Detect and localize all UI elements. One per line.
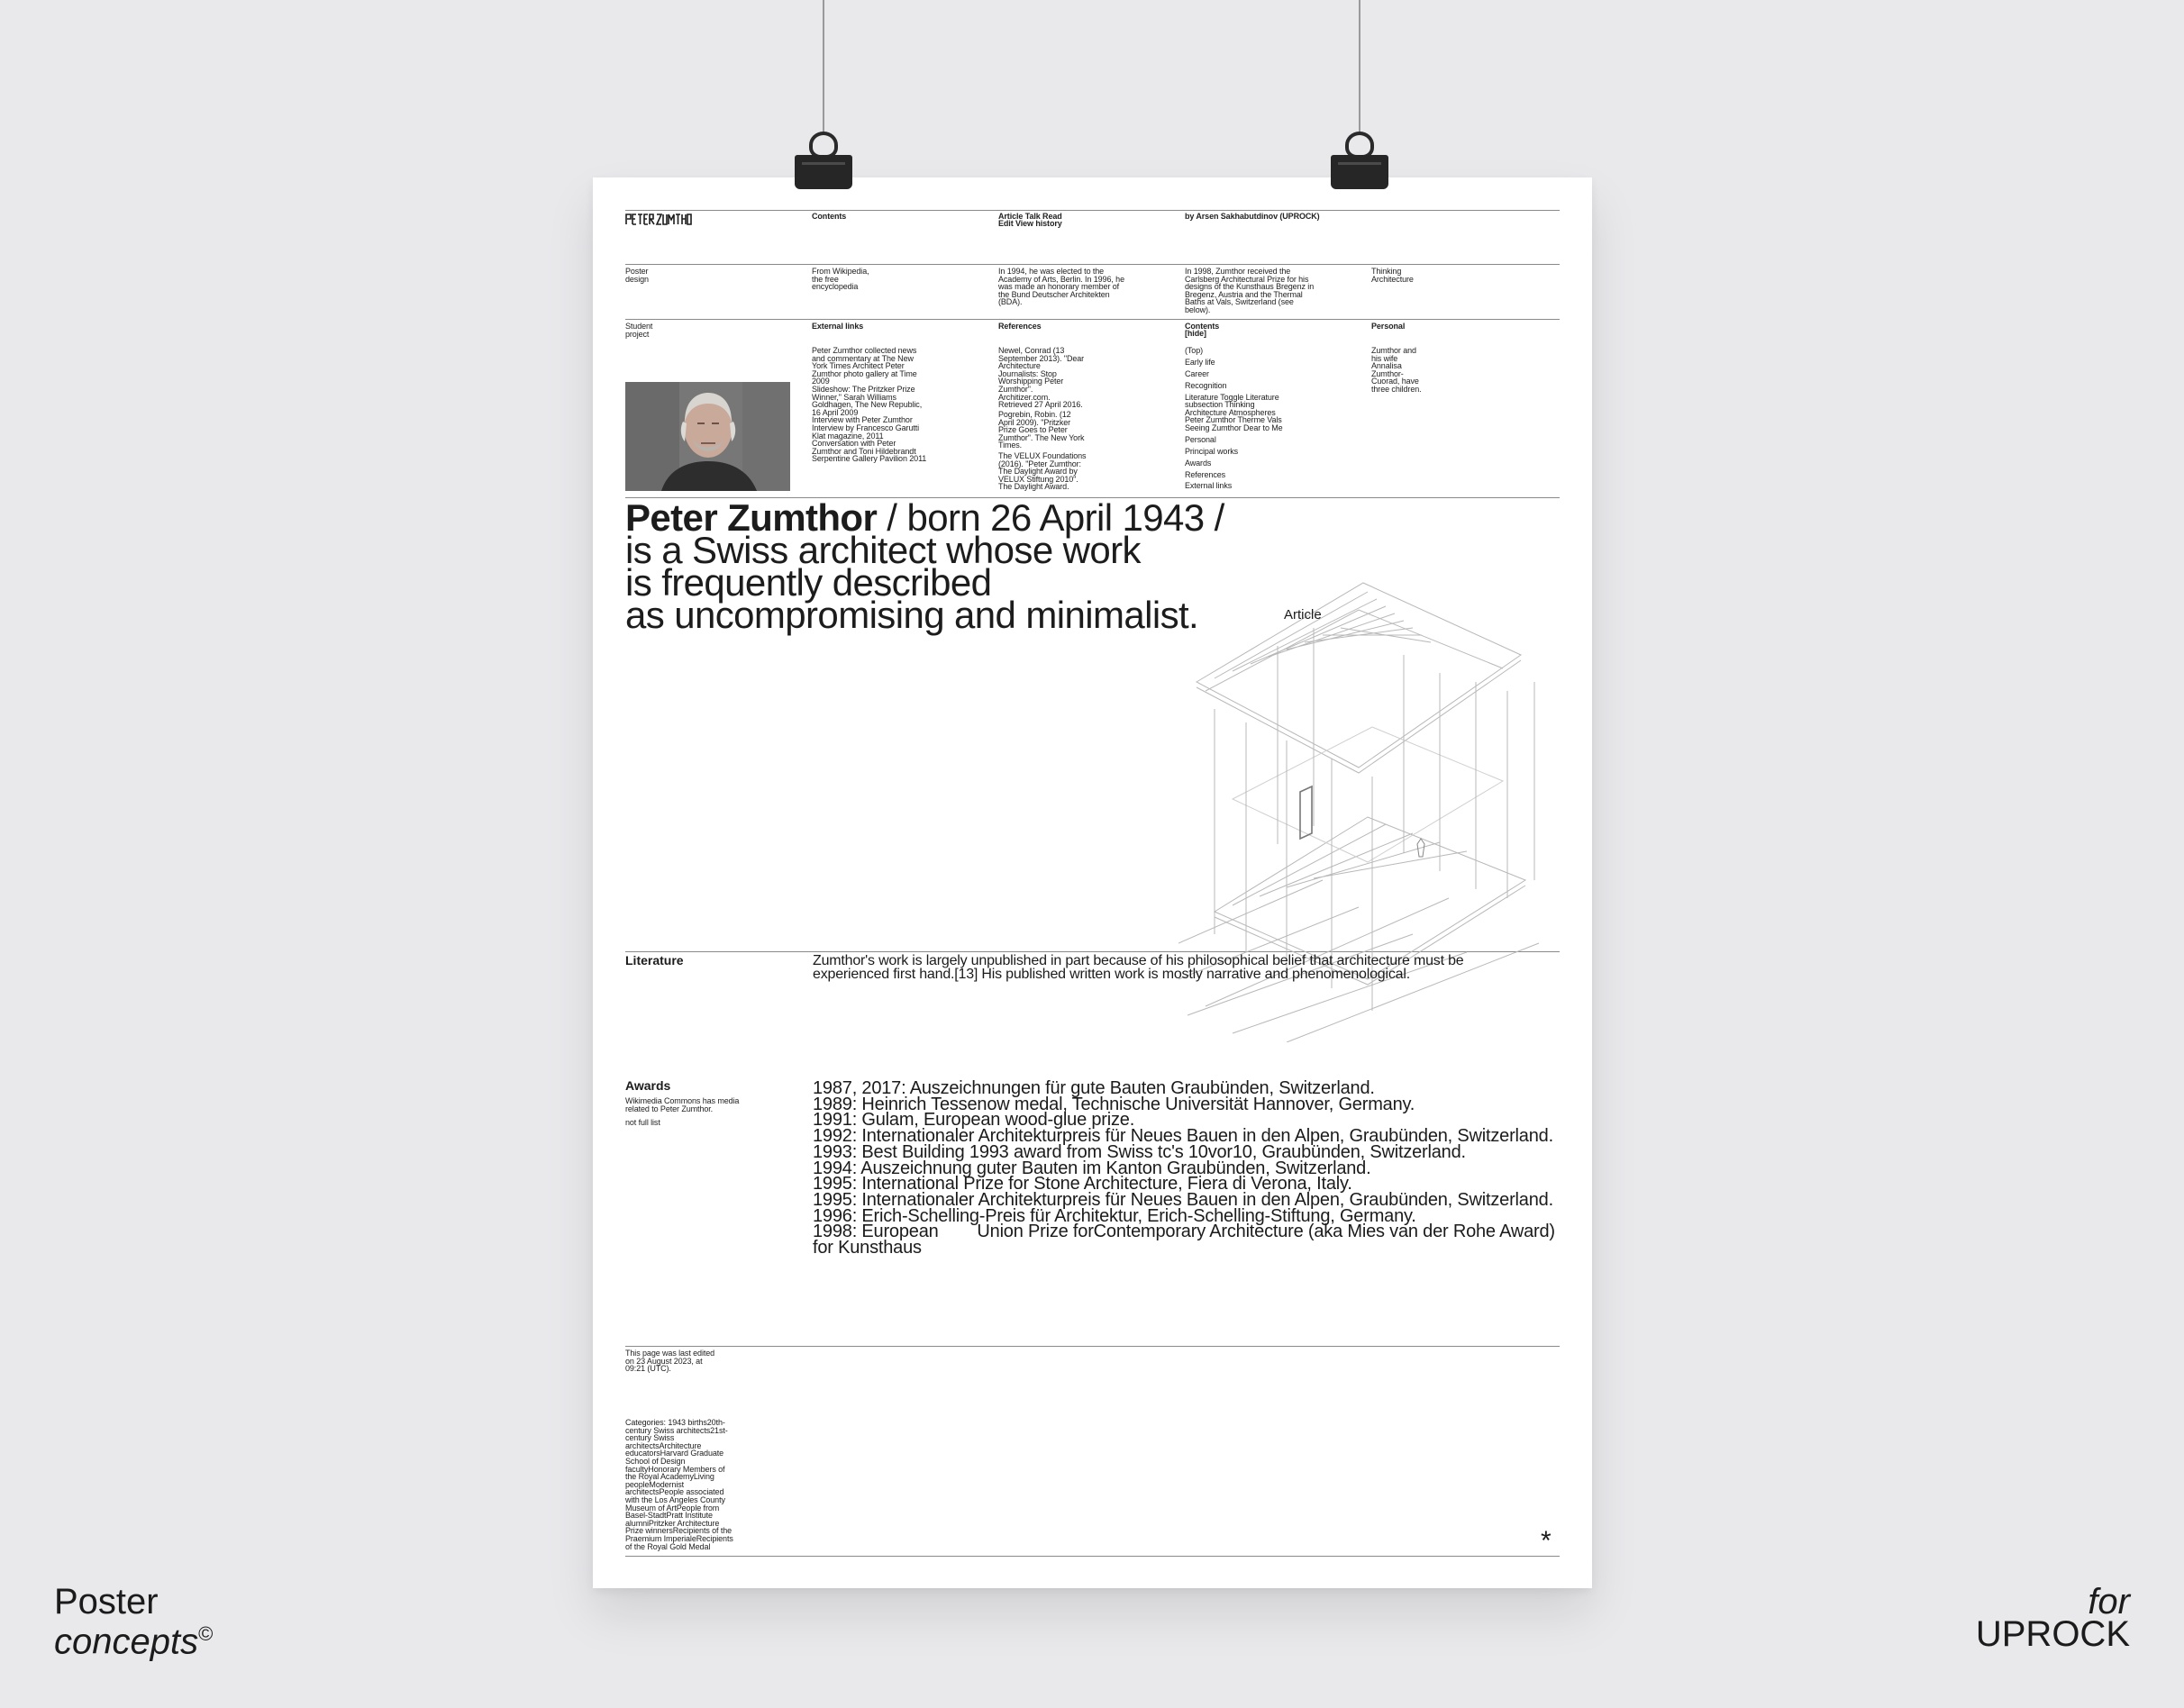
hero-line-3: is frequently described [625, 561, 992, 604]
binder-clip-left [795, 132, 852, 189]
caption-left-line2-wrap [54, 1618, 214, 1662]
toc-item[interactable]: Personal [1185, 434, 1216, 444]
caption-left [54, 1582, 214, 1662]
toc-item[interactable]: (Top) [1185, 346, 1204, 355]
awards-item: 1995: International Prize for Stone Architecture, Fiera di Verona, Italy. [813, 1174, 1352, 1195]
toc-item[interactable]: Principal works [1185, 446, 1239, 456]
references-title: References [998, 322, 1042, 331]
contents-hide[interactable]: [hide] [1185, 329, 1206, 338]
hero-line-2: is a Swiss architect whose work [625, 529, 1141, 571]
poster [593, 177, 1592, 1588]
awards-item: 1989: Heinrich Tessenow medal, Technische Universität Hannover, Germany. [813, 1094, 1415, 1114]
toc-item[interactable]: Awards [1185, 458, 1212, 468]
awards-item: 1987, 2017: Auszeichnungen für gute Bauten Graubünden, Switzerland. [813, 1078, 1375, 1098]
personal-text: Zumthor and his wife Annalisa Zumthor- Cuorad, have three children. [1371, 346, 1422, 394]
logo-mark-icon [625, 213, 692, 225]
toc-item[interactable]: Literature Toggle Literature subsection Thinking Architecture Atmospheres Peter Zumthor Therme Vals Seeing Zumthor Dear to Me [1185, 392, 1283, 432]
contents-title: Contents [1185, 322, 1220, 331]
logo [625, 213, 692, 225]
awards-item: 1992: Internationaler Architekturpreis für Neues Bauen in den Alpen, Graubünden, Switzerland. [813, 1126, 1553, 1147]
header-article-line1: Article Talk Read [998, 212, 1062, 221]
caption-right [1975, 1582, 2130, 1654]
awards-label: Awards [625, 1078, 671, 1093]
copyright-mark: © [198, 1622, 214, 1645]
awards-item: 1998: European Union Prize forContemporary Architecture (aka Mies van der Rohe Award) for Kunsthaus [813, 1222, 1565, 1258]
awards-item: 1995: Internationaler Architekturpreis für Neues Bauen in den Alpen, Graubünden, Switzerland. [813, 1189, 1553, 1210]
row2-academy-text: In 1994, he was elected to the Academy of Arts, Berlin. In 1996, he was made an honorary member of the Bund Deutscher Architekten (BDA). [998, 267, 1124, 307]
awards-list [813, 1078, 1565, 1258]
rule-row2 [625, 264, 1560, 265]
awards-item: 1996: Erich-Schelling-Preis für Architektur, Erich-Schelling-Stiftung, Germany. [813, 1205, 1416, 1226]
header-article-line2: Edit View history [998, 219, 1062, 228]
hero-statement [625, 496, 1310, 636]
hero-article-tag[interactable]: Article [1284, 607, 1322, 622]
external-links-title: External links [812, 322, 864, 331]
row3-student-project: Student project [625, 322, 653, 339]
hanging-wire-right [1359, 0, 1360, 135]
row2-carlsberg-text: In 1998, Zumthor received the Carlsberg Architectural Prize for his designs of the Kunsthaus Bregenz in Bregenz, Austria and the Thermal Baths at Vals, Switzerland (see below). [1185, 267, 1315, 314]
toc-item[interactable]: Recognition [1185, 380, 1227, 390]
references-item-1: Newel, Conrad (13 September 2013). "Dear Architecture Journalists: Stop Worshipping Peter Zumthor". Architizer.com. Retrieved 27 April 2016. [998, 346, 1085, 410]
rule-bottom [625, 1556, 1560, 1557]
awards-item: 1993: Best Building 1993 award from Swiss tc's 10vor10, Graubünden, Switzerland. [813, 1141, 1466, 1162]
references-item-3: The VELUX Foundations (2016). "Peter Zumthor: The Daylight Award by VELUX Stiftung 2010". The Daylight Award. [998, 451, 1087, 492]
toc-item[interactable]: Career [1185, 368, 1209, 378]
caption-left-line2: concepts [54, 1622, 199, 1662]
header-contents: Contents [812, 212, 847, 221]
toc-item[interactable]: Early life [1185, 357, 1215, 367]
toc-item[interactable]: External links [1185, 481, 1233, 491]
asterisk-mark: * [1541, 1526, 1552, 1556]
personal-title: Personal [1371, 322, 1406, 331]
portrait-illustration-icon [625, 382, 790, 491]
last-edited-note: This page was last edited on 23 August 2023, at 09:21 (UTC). [625, 1349, 715, 1374]
references-item-2: Pogrebin, Robin. (12 April 2009). "Pritzker Prize Goes to Peter Zumthor". The New York Times. [998, 410, 1085, 450]
rule-footer [625, 1346, 1560, 1347]
hero-line-4: as uncompromising and minimalist. [625, 594, 1199, 636]
rule-top [625, 210, 1560, 211]
rule-row3 [625, 319, 1560, 320]
binder-clip-right [1331, 132, 1388, 189]
caption-right-line1: for [2088, 1582, 2130, 1622]
literature-label: Literature [625, 953, 684, 968]
hero-line1-rest: / born 26 April 1943 / [877, 496, 1224, 539]
hero-name: Peter Zumthor [625, 496, 878, 539]
row2-poster-design: Poster design [625, 267, 649, 284]
toc-list [1185, 347, 1365, 494]
awards-not-full-list: not full list [625, 1118, 660, 1127]
awards-item: 1991: Gulam, European wood-glue prize. [813, 1110, 1135, 1131]
header-author: by Arsen Sakhabutdinov (UPROCK) [1185, 212, 1320, 221]
caption-left-line1: Poster [54, 1582, 159, 1622]
hanging-wire-left [823, 0, 824, 135]
external-links-text: Peter Zumthor collected news and commentary at The New York Times Architect Peter Zumthor photo gallery at Time 2009 Slideshow: The Pritzker Prize Winner," Sarah Williams Goldhagen, The New Republic, 16 April 2009 Interview with Peter Zumthor Interview by Francesco Garutti Klat magazine, 2011 Conversation with Peter Zumthor and Toni Hildebrandt Serpentine Gallery Pavilion 2011 [812, 346, 927, 464]
awards-commons-note[interactable]: Wikimedia Commons has media related to Peter Zumthor. [625, 1096, 740, 1113]
awards-item: 1994: Auszeichnung guter Bauten im Kanton Graubünden, Switzerland. [813, 1158, 1371, 1178]
categories-list: Categories: 1943 births20th- century Swiss architects21st- century Swiss architectsArchitecture educatorsHarvard Graduate School of Design facultyHonorary Members of the Royal AcademyLiving peopleModernist architectsPeople associated with the Los Angeles County Museum of ArtPeople from Basel-StadtPratt Institute alumniPritzker Architecture Prize winnersRecipients of the Praemium ImperialeRecipients of the Royal Gold Medal [625, 1418, 733, 1551]
literature-text: Zumthor's work is largely unpublished in part because of his philosophical belief that architecture must be experienced first hand.[13] His published written work is mostly narrative and phenomenological. [813, 953, 1464, 982]
toc-item[interactable]: References [1185, 469, 1226, 479]
row2-thinking-architecture: Thinking Architecture [1371, 267, 1414, 284]
row2-from-wikipedia: From Wikipedia, the free encyclopedia [812, 267, 869, 292]
portrait-photo [625, 382, 790, 491]
caption-right-line2: UPROCK [1975, 1614, 2130, 1654]
